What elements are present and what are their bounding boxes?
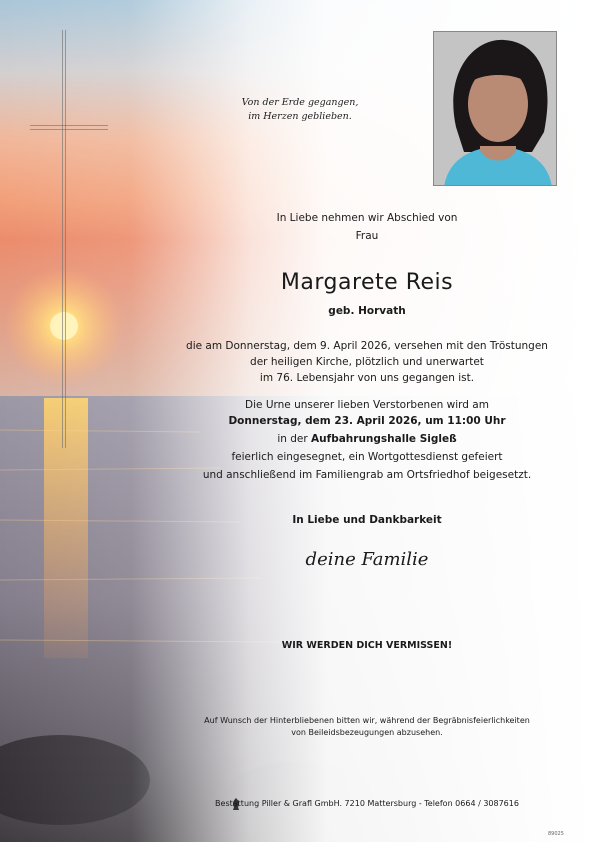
document-code: 89025 — [548, 831, 564, 837]
cross-horizontal-beam — [30, 125, 108, 130]
funeral-location-line — [140, 433, 594, 445]
maiden-name: geb. Horvath — [328, 305, 406, 317]
condolence-note-line-1: Auf Wunsch der Hinterbliebenen bitten wir, während der Begräbnisfeierlichkeiten — [204, 716, 530, 725]
funeral-date: Donnerstag, dem 23. April 2026, um 11:00 Uhr — [228, 415, 506, 427]
intro-line: In Liebe nehmen wir Abschied von — [276, 212, 458, 224]
funeral-line-1: Die Urne unserer lieben Verstorbenen wird am — [245, 399, 489, 411]
funeral-location: Aufbahrungshalle Sigleß — [311, 433, 457, 445]
portrait-image — [434, 32, 557, 186]
funeral-line-5: und anschließend im Familiengrab am Ortsfriedhof beigesetzt. — [202, 469, 532, 481]
quote-line-2: im Herzen geblieben. — [248, 111, 352, 122]
quote-line-1: Von der Erde gegangen, — [241, 97, 359, 108]
intro-title: Frau — [355, 230, 379, 242]
funeral-location-prefix: in der — [277, 433, 312, 445]
gratitude-line: In Liebe und Dankbarkeit — [292, 514, 442, 526]
portrait-photo — [433, 31, 557, 186]
funeral-line-4: feierlich eingesegnet, ein Wortgottesdienst gefeiert — [231, 451, 503, 463]
condolence-note-line-2: von Beileidsbezeugungen abzusehen. — [291, 728, 443, 737]
family-signature: deine Familie — [305, 549, 429, 570]
miss-you-line: WIR WERDEN DICH VERMISSEN! — [281, 640, 453, 651]
death-notice-line-3: im 76. Lebensjahr von uns gegangen ist. — [259, 372, 475, 384]
death-notice-line-2: der heiligen Kirche, plötzlich und unerwartet — [250, 356, 484, 368]
death-notice-line-1: die am Donnerstag, dem 9. April 2026, versehen mit den Tröstungen — [186, 340, 548, 352]
cross-vertical-beam — [62, 30, 66, 448]
funeral-home-footer: Bestattung Piller & Grafl GmbH. 7210 Mattersburg - Telefon 0664 / 3087616 — [215, 799, 519, 808]
deceased-name: Margarete Reis — [280, 270, 454, 295]
